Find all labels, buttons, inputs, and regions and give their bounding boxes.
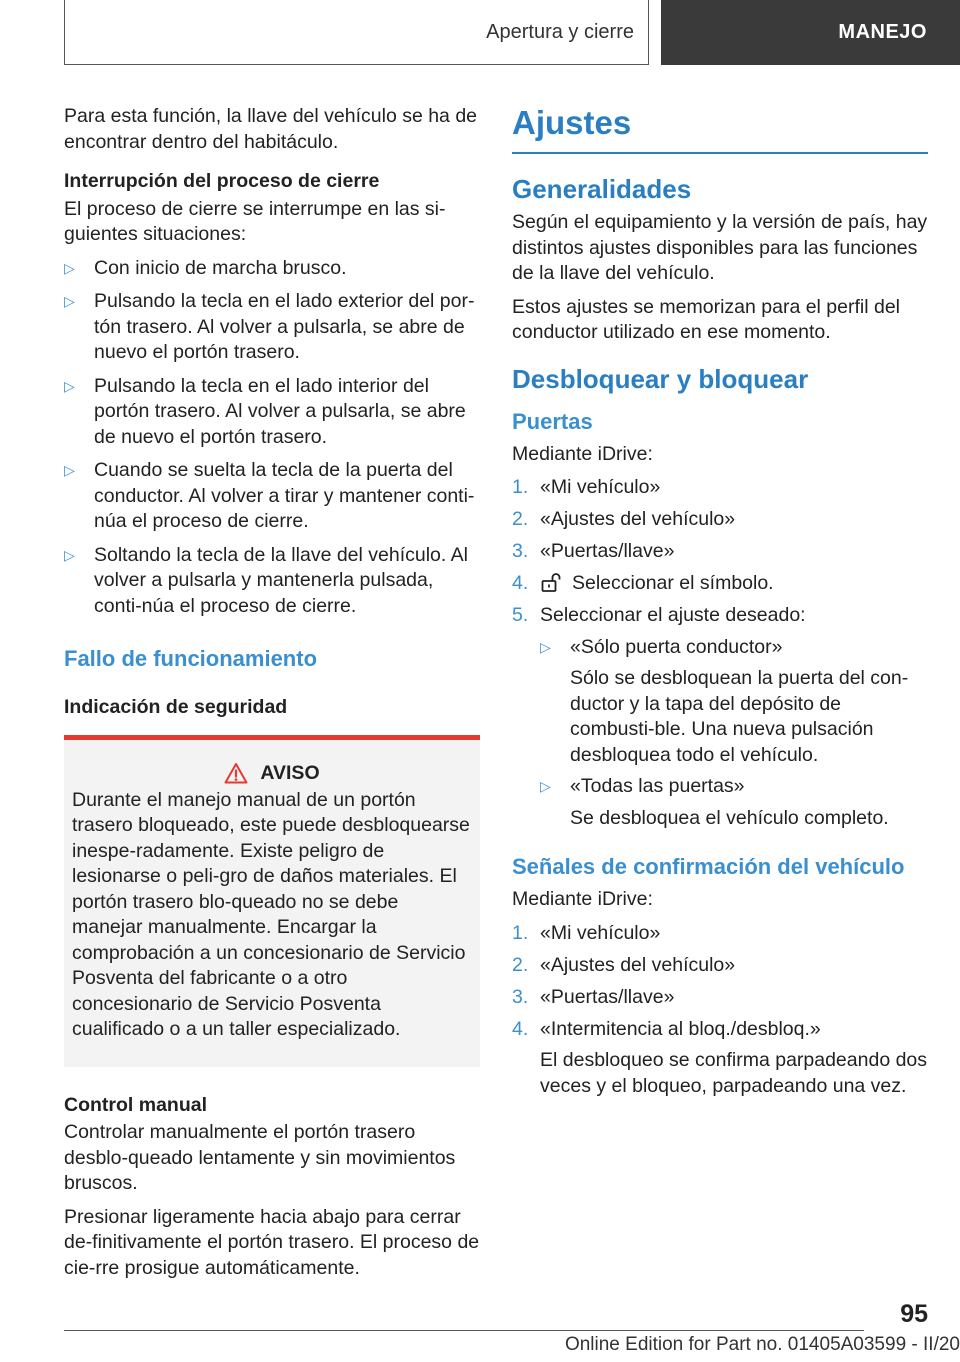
- intro-paragraph: Para esta función, la llave del vehículo se ha de encontrar dentro del habitáculo.: [64, 105, 478, 153]
- lock-heading: Desbloquear y bloquear: [512, 363, 809, 394]
- triangle-right-icon: ▷: [64, 377, 75, 394]
- edition-text: Online Edition for Part no. 01405A03599 - II/20: [564, 1334, 960, 1355]
- unlocked-padlock-icon: [540, 571, 562, 593]
- chapter-title: Apertura y cierre: [486, 20, 634, 43]
- warning-text: Durante el manejo manual de un portón trasero bloqueado, este puede desbloquearse inespe-radamente. Existe peligro de lesionarse o peli-gro de daños materiales. El portón trasero blo-queado no se debe manejar manualmente. Encargar la comprobación a un concesionario de Servicio Posventa del fabricante o a otro concesionario de Servicio Posventa cualificado o a un taller especializado.: [72, 788, 470, 1040]
- triangle-right-icon: ▷: [64, 259, 75, 276]
- page-title: Ajustes: [512, 104, 928, 154]
- general-paragraph-1: Según el equipamiento y la versión de país, hay distintos ajustes disponibles para las funciones de la llave del vehículo.: [512, 211, 928, 284]
- warning-title: AVISO: [260, 761, 320, 784]
- triangle-right-icon: ▷: [540, 638, 551, 655]
- safety-heading: Indicación de seguridad: [64, 696, 288, 718]
- left-column: [64, 104, 480, 1289]
- interrupt-list: [64, 256, 480, 620]
- doors-heading: Puertas: [512, 408, 593, 434]
- list-item: 2. «Ajustes del vehículo»: [512, 953, 736, 976]
- general-paragraph-2: Estos ajustes se memorizan para el perfil del conductor utilizado en ese momento.: [512, 295, 901, 343]
- section-title: MANEJO: [838, 21, 927, 43]
- triangle-right-icon: ▷: [540, 778, 551, 794]
- interrupt-heading: Interrupción del proceso de cierre: [64, 170, 380, 192]
- triangle-right-icon: ▷: [64, 462, 75, 478]
- doors-options: [540, 635, 928, 832]
- triangle-right-icon: ▷: [64, 546, 75, 563]
- page-number: 95: [900, 1300, 928, 1328]
- list-item: ▷ Cuando se suelta la tecla de la puerta del conductor. Al volver a tirar y mantener conti-núa el proceso de cierre.: [64, 459, 475, 532]
- manual-heading: Control manual: [64, 1093, 208, 1116]
- list-item: ▷ «Todas las puertas» Se desbloquea el vehículo completo.: [540, 775, 889, 829]
- confirm-intro: Mediante iDrive:: [512, 888, 653, 910]
- confirm-heading: Señales de confirmación del vehículo: [512, 854, 905, 879]
- chapter-tab: [64, 0, 649, 65]
- triangle-right-icon: ▷: [64, 293, 75, 309]
- doors-steps: [512, 475, 928, 831]
- section-tab: [661, 0, 960, 65]
- list-item: 2. «Ajustes del vehículo»: [512, 508, 736, 530]
- list-item: 1. «Mi vehículo»: [512, 476, 661, 498]
- confirm-steps: [512, 921, 928, 1100]
- warning-box: [64, 735, 480, 1067]
- warning-header: [72, 762, 472, 785]
- warning-triangle-icon: [224, 762, 248, 784]
- right-column: [512, 104, 928, 1106]
- list-item: 3. «Puertas/llave»: [512, 540, 675, 562]
- list-item: ▷ Pulsando la tecla en el lado interior del portón trasero. Al volver a pulsarla, se abre de nuevo el portón trasero.: [64, 374, 466, 448]
- list-item: ▷ Pulsando la tecla en el lado exterior del por-tón trasero. Al volver a pulsarla, se abre de nuevo el portón trasero.: [64, 290, 475, 363]
- list-item: 4. «Intermitencia al bloq./desbloq.» El desbloqueo se confirma parpadeando dos veces y el bloqueo, parpadeando una vez.: [512, 1017, 928, 1097]
- list-item: 3. «Puertas/llave»: [512, 985, 675, 1008]
- list-item: ▷ Soltando la tecla de la llave del vehículo. Al volver a pulsarla y mantenerla pulsada, conti-núa el proceso de cierre.: [64, 543, 468, 617]
- list-item: ▷ Con inicio de marcha brusco.: [64, 256, 480, 282]
- interrupt-text: El proceso de cierre se interrumpe en las si-guientes situaciones:: [64, 197, 446, 245]
- general-heading: Generalidades: [512, 174, 692, 204]
- list-item: 1. «Mi vehículo»: [512, 921, 661, 944]
- doors-intro: Mediante iDrive:: [512, 442, 653, 465]
- fault-heading: Fallo de funcionamiento: [64, 646, 318, 671]
- footer-rule: [64, 1330, 864, 1331]
- list-item: 4. Seleccionar el símbolo.: [512, 572, 774, 594]
- list-item: 5. Seleccionar el ajuste deseado: ▷ «Sólo puerta conductor» Sólo se desbloquean la puerta del con-ductor y la tapa del depósito de combusti-ble. Una nueva pulsación desbloquea todo el vehículo. ▷ «Todas las puertas» Se desbloquea el vehículo completo.: [512, 603, 928, 831]
- list-item: ▷ «Sólo puerta conductor» Sólo se desbloquean la puerta del con-ductor y la tapa del depósito de combusti-ble. Una nueva pulsación desbloquea todo el vehículo.: [540, 635, 909, 766]
- manual-paragraph-1: Controlar manualmente el portón trasero desblo-queado lentamente y sin movimientos bruscos.: [64, 1121, 456, 1194]
- manual-paragraph-2: Presionar ligeramente hacia abajo para cerrar de-finitivamente el portón trasero. El proceso de cie-rre prosigue automáticamente.: [64, 1205, 480, 1279]
